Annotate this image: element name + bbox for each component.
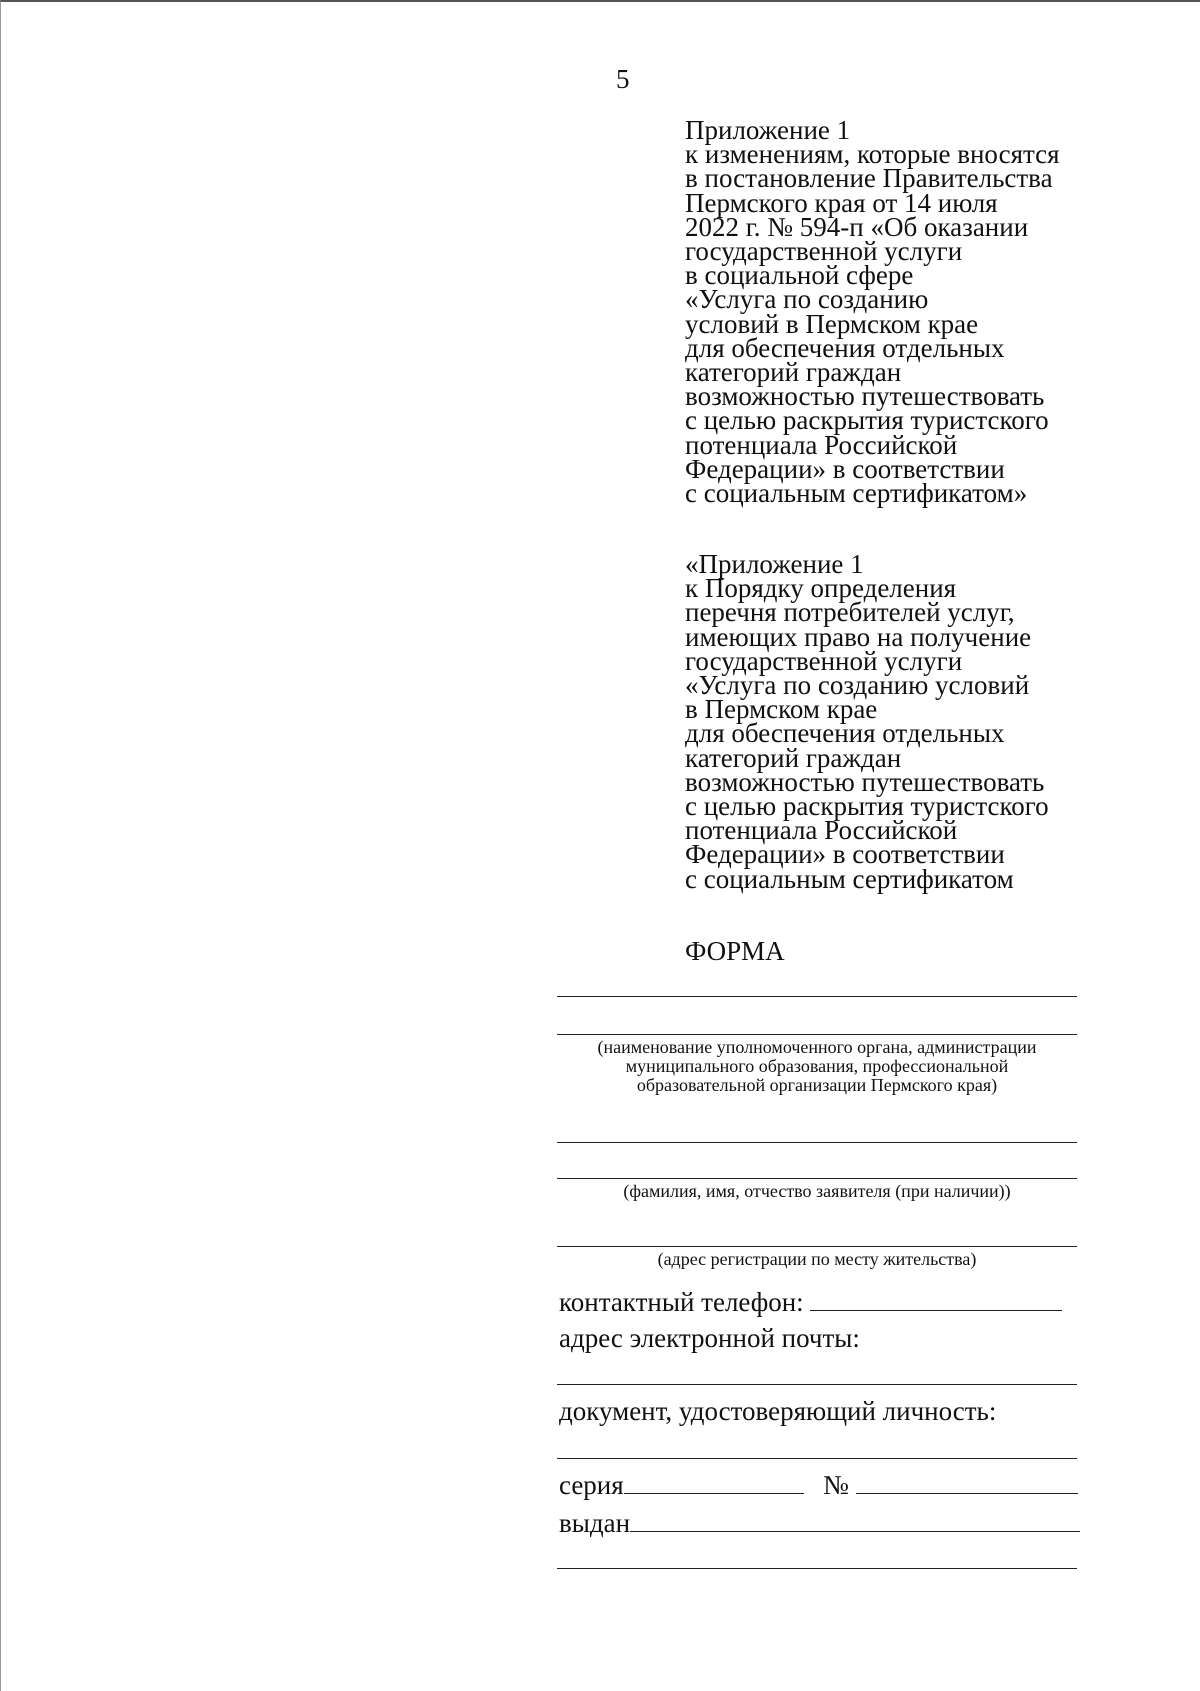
series-label: серия [559,1470,624,1500]
appendix-order-line: с целью раскрытия туристского [685,791,1049,822]
authority-caption-line: муниципального образования, профессиональной [625,1056,1009,1076]
phone-label: контактный телефон: [559,1287,804,1317]
series-number-row [559,1470,1078,1501]
applicant-name-line-2[interactable] [557,1178,1077,1179]
appendix-header-line: в социальной сфере [685,260,914,291]
applicant-name-line-1[interactable] [557,1142,1077,1143]
appendix-header-line: государственной услуги [685,236,963,267]
id-document-field[interactable] [557,1458,1077,1459]
appendix-order-line: с социальным сертификатом [685,863,1014,894]
page-number: 5 [616,64,630,94]
applicant-name-caption: (фамилия, имя, отчество заявителя (при наличии)) [623,1181,1011,1201]
appendix-order-line: имеющих право на получение [685,621,1032,652]
appendix-header-line: потенциала Российской [685,429,958,460]
appendix-header-line: категорий граждан [685,357,902,388]
appendix-order-line: категорий граждан [685,742,902,773]
appendix-header-line: для обеспечения отдельных [685,332,1005,363]
email-label: адрес электронной почты: [559,1323,860,1353]
authority-caption-line: образовательной организации Пермского края) [636,1075,998,1095]
series-field[interactable] [624,1471,804,1494]
appendix-order-line: «Приложение 1 [685,549,864,579]
appendix-header-line: Федерации» в соответствии [685,453,1005,484]
appendix-order-block [685,549,1105,894]
phone-row [559,1287,1062,1318]
appendix-header-line: «Услуга по созданию [685,284,929,315]
appendix-order-line: потенциала Российской [685,815,958,846]
phone-field[interactable] [810,1288,1062,1311]
address-caption: (адрес регистрации по месту жительства) [657,1249,977,1269]
address-line[interactable] [557,1246,1077,1247]
appendix-order-line: в Пермском крае [685,694,878,725]
appendix-header-block [685,115,1105,509]
appendix-header-line: условий в Пермском крае [685,308,979,339]
email-field[interactable] [557,1384,1077,1385]
authority-name-line-2[interactable] [557,1034,1077,1035]
issued-field-line-2[interactable] [557,1568,1077,1569]
form-title: ФОРМА [685,936,785,966]
appendix-header-line: с целью раскрытия туристского [685,405,1049,436]
appendix-header-line: к изменениям, которые вносятся [685,139,1060,170]
number-label: № [823,1470,849,1500]
authority-caption [557,1038,1077,1095]
authority-name-line-1[interactable] [557,996,1077,997]
appendix-header-line: с социальным сертификатом» [685,478,1028,509]
id-document-label: документ, удостоверяющий личность: [559,1396,997,1426]
appendix-order-line: к Порядку определения [685,573,957,604]
appendix-header-line: Приложение 1 [685,115,851,145]
appendix-order-line: государственной услуги [685,645,963,676]
appendix-order-line: перечня потребителей услуг, [685,597,1015,628]
issued-label: выдан [559,1508,631,1538]
issued-field[interactable] [630,1509,1080,1532]
appendix-header-line: Пермского края от 14 июля [685,187,998,218]
appendix-order-line: возможностью путешествовать [685,766,1045,797]
appendix-header-line: 2022 г. № 594-п «Об оказании [685,211,1029,242]
appendix-order-line: «Услуга по созданию условий [685,670,1030,701]
appendix-header-line: возможностью путешествовать [685,381,1045,412]
issued-row [559,1508,1080,1539]
appendix-order-line: для обеспечения отдельных [685,718,1005,749]
appendix-header-line: в постановление Правительства [685,163,1053,194]
authority-caption-line: (наименование уполномоченного органа, администрации [597,1037,1037,1057]
appendix-order-line: Федерации» в соответствии [685,839,1005,870]
number-field[interactable] [856,1471,1078,1494]
